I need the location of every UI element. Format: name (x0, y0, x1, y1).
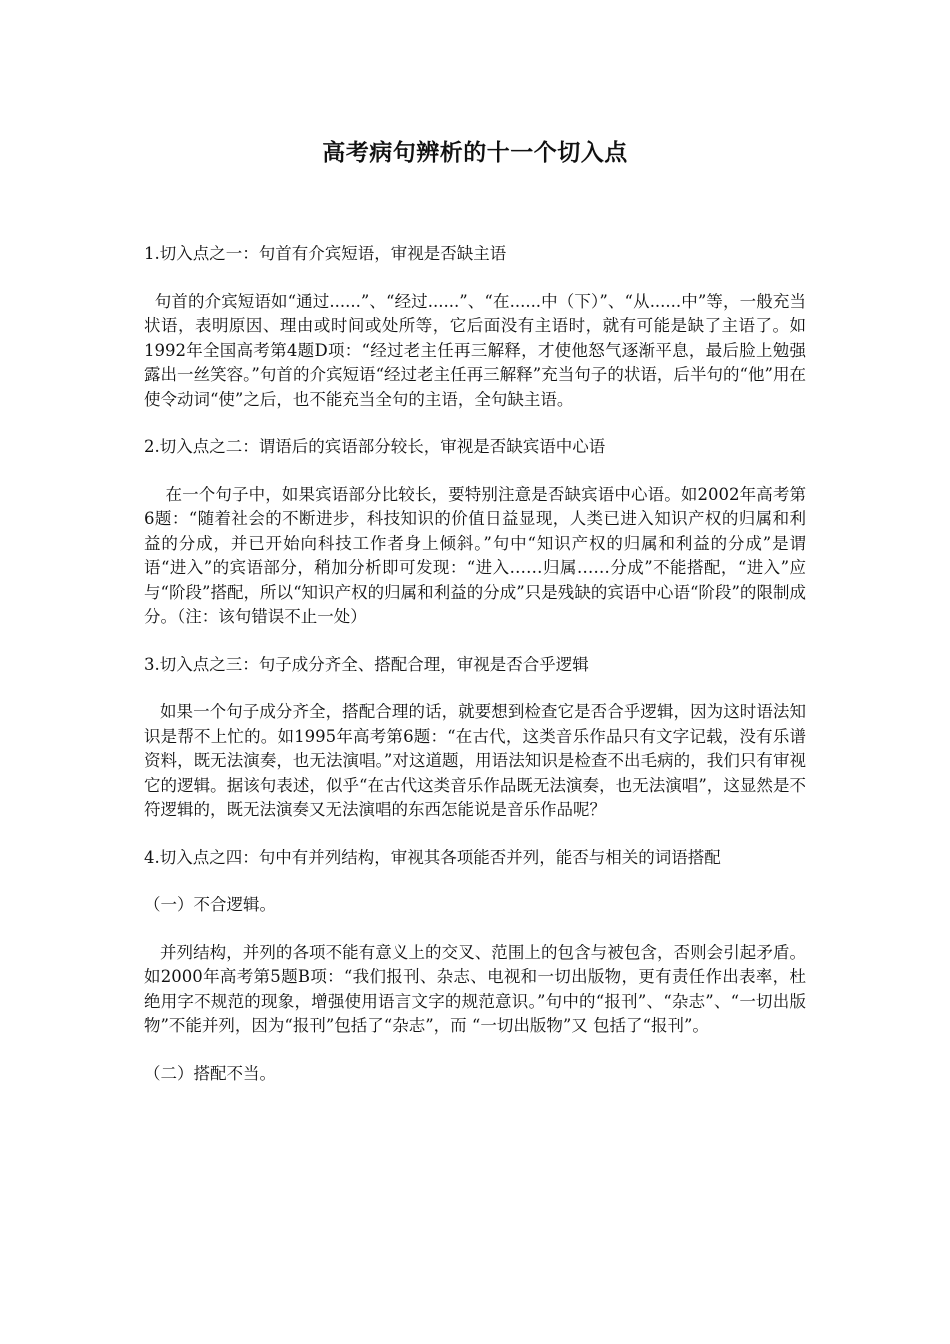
document-body (144, 242, 806, 1109)
section-1-heading: 1.切入点之一：句首有介宾短语，审视是否缺主语 (144, 244, 507, 263)
section-4-subheading-2: （二）搭配不当。 (144, 1063, 276, 1083)
section-1-paragraph: 句首的介宾短语如“通过......”、“经过......”、“在......中（下）”、“从......中”等，一般充当状语，表明原因、理由或时间或处所等，它后面没有主语时，就有可能是缺了主语了。如1992年全国高考第4题D项：“经过老主任再三解释，才使他怒气逐渐平息，最后脸上勉强露出一丝笑容。”句首的介宾短语“经过老主任再三解释”充当句子的状语，后半句的“他”用在使令动词“使”之后，也不能充当全句的主语，全句缺主语。 (144, 291, 806, 409)
section-2-paragraph: 在一个句子中，如果宾语部分比较长，要特别注意是否缺宾语中心语。如2002年高考第6题：“随着社会的不断进步，科技知识的价值日益显现，人类已进入知识产权的归属和利益的分成，并已开始向科技工作者身上倾斜。”句中“知识产权的归属和利益的分成”是谓语“进入”的宾语部分，稍加分析即可发现：“进入……归属……分成”不能搭配，“进入”应与“阶段”搭配，所以“知识产权的归属和利益的分成”只是残缺的宾语中心语“阶段”的限制成分。（注：该句错误不止一处） (144, 484, 806, 626)
section-4-subheading-1: （一）不合逻辑。 (144, 895, 276, 914)
document-title: 高考病句辨析的十一个切入点 (322, 139, 628, 166)
section-3-heading: 3.切入点之三：句子成分齐全、搭配合理，审视是否合乎逻辑 (144, 654, 589, 674)
section-4-paragraph: 并列结构，并列的各项不能有意义上的交叉、范围上的包含与被包含，否则会引起矛盾。如2000年高考第5题B项：“我们报刊、杂志、电视和一切出版物，更有责任作出表率，杜绝用字不规范的现象，增强使用语言文字的规范意识。”句中的“报刊”、“杂志”、“一切出版物”不能并列，因为“报刊”包括了“杂志”，而 “一切出版物”又 包括了“报刊”。 (144, 942, 806, 1035)
section-4-heading: 4.切入点之四：句中有并列结构，审视其各项能否并列，能否与相关的词语搭配 (144, 847, 721, 867)
section-2-heading: 2.切入点之二：谓语后的宾语部分较长，审视是否缺宾语中心语 (144, 437, 606, 456)
section-3-paragraph: 如果一个句子成分齐全，搭配合理的话，就要想到检查它是否合乎逻辑，因为这时语法知识是帮不上忙的。如1995年高考第6题：“在古代，这类音乐作品只有文字记载，没有乐谱资料，既无法演奏，也无法演唱。”对这道题，用语法知识是检查不出毛病的，我们只有审视它的逻辑。据该句表述，似乎“在古代这类音乐作品既无法演奏，也无法演唱”，这显然是不符逻辑的，既无法演奏又无法演唱的东西怎能说是音乐作品呢？ (144, 702, 806, 819)
